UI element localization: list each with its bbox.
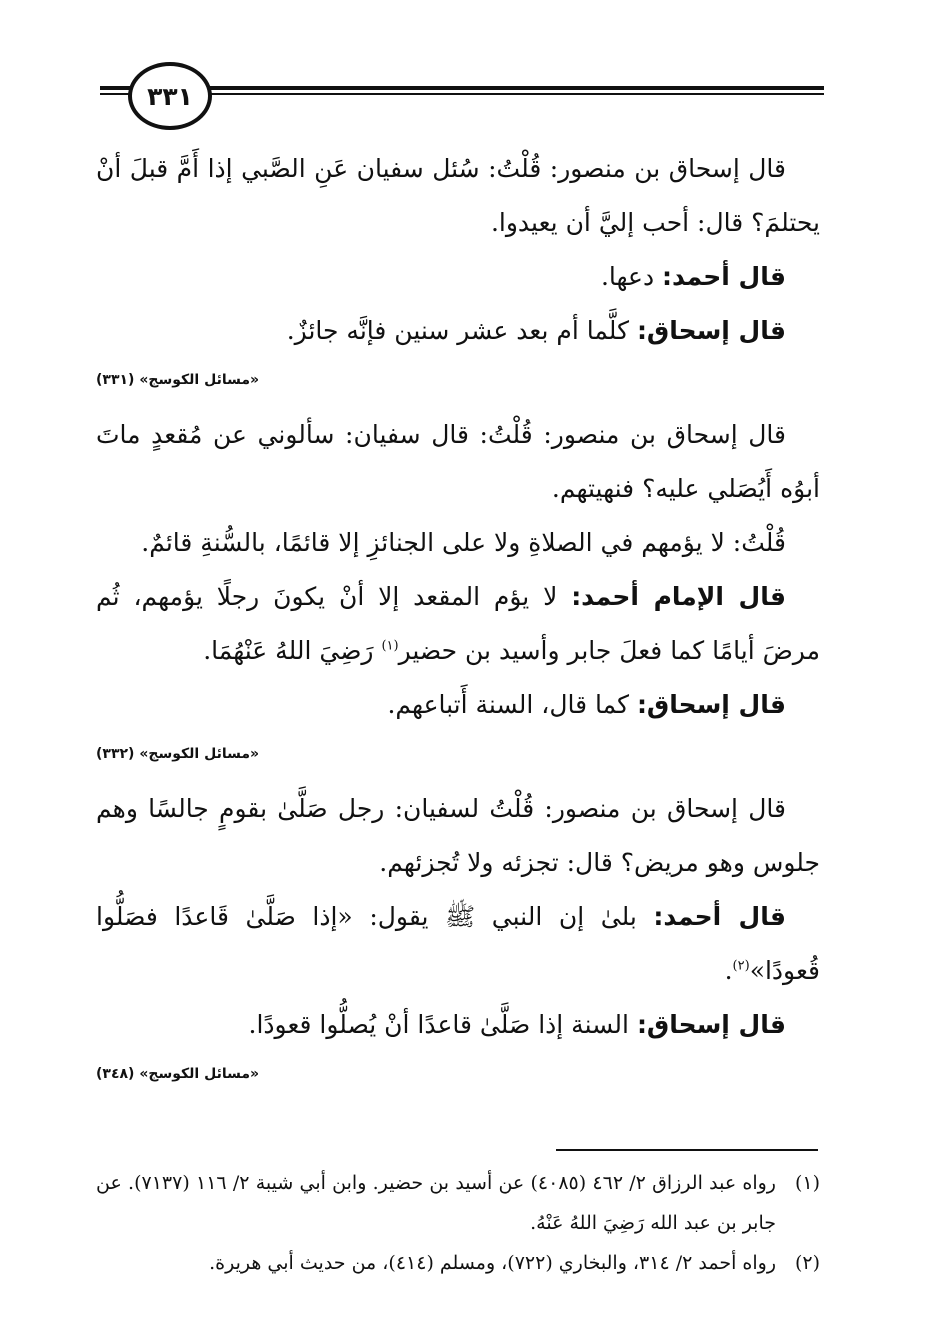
main-text xyxy=(96,142,820,1102)
paragraph xyxy=(96,782,820,890)
paragraph-text: قال إسحاق بن منصور: قُلْتُ: قال سفيان: سألوني عن مُقعدٍ ماتَ أبوُه أَيُصَلي عليه؟ فنهيتهم. xyxy=(96,420,820,503)
footnote-number: (٢) xyxy=(794,1252,820,1274)
source-citation xyxy=(96,1064,820,1084)
paragraph-text: قال إسحاق بن منصور: قُلْتُ لسفيان: رجل صَلَّىٰ بقومٍ جالسًا وهم جلوس وهو مريض؟ قال: تجزئه ولا تُجزئهم. xyxy=(96,794,820,877)
page-number-badge xyxy=(128,62,212,130)
question-block xyxy=(96,142,820,390)
speaker-label: قال الإمام أحمد: xyxy=(571,582,787,611)
footnote-separator xyxy=(556,1149,818,1151)
paragraph xyxy=(96,250,820,304)
source-citation xyxy=(96,370,820,390)
question-block xyxy=(96,782,820,1084)
footnote-text: رواه عبد الرزاق ٢/ ٤٦٢ (٤٠٨٥) عن أسيد بن حضير. وابن أبي شيبة ٢/ ١١٦ (٧١٣٧). عن جابر بن عبد الله رَضِيَ اللهُ عَنْهُ. xyxy=(96,1172,776,1234)
paragraph xyxy=(96,516,820,570)
paragraph-text: قُلْتُ: لا يؤمهم في الصلاةِ ولا على الجنائزِ إلا قائمًا، بالسُّنةِ قائمٌ. xyxy=(141,528,786,557)
source-citation-text: «مسائل الكوسج» (٣٣٢) xyxy=(96,746,260,762)
paragraph xyxy=(96,678,820,732)
paragraph xyxy=(96,142,820,250)
paragraph-text: دعها. xyxy=(600,262,663,291)
speaker-label: قال إسحاق: xyxy=(636,316,786,345)
speaker-label: قال إسحاق: xyxy=(636,690,786,719)
source-citation-text: «مسائل الكوسج» (٣٤٨) xyxy=(96,1066,260,1082)
paragraph xyxy=(96,998,820,1052)
footnote-text: رواه أحمد ٢/ ٣١٤، والبخاري (٧٢٢)، ومسلم (٤١٤)، من حديث أبي هريرة. xyxy=(209,1252,776,1274)
footnote xyxy=(96,1163,820,1243)
paragraph-text: السنة إذا صَلَّىٰ قاعدًا أنْ يُصلُّوا قعودًا. xyxy=(248,1010,637,1039)
footnote-number: (١) xyxy=(794,1172,820,1194)
question-block xyxy=(96,408,820,764)
paragraph xyxy=(96,890,820,998)
paragraph-text: كما قال، السنة أَتباعهم. xyxy=(387,690,637,719)
paragraph xyxy=(96,408,820,516)
paragraph-text: كلَّما أم بعد عشر سنين فإنَّه جائزٌ. xyxy=(286,316,637,345)
speaker-label: قال أحمد: xyxy=(653,902,786,931)
paragraph-text: لا يؤم المقعد إلا أنْ يكونَ رجلًا يؤمهم، ثُم مرضَ أيامًا كما فعلَ جابر وأسيد بن حضير xyxy=(96,582,820,665)
paragraph-text: بلىٰ إن النبي ﷺ يقول: «إذا صَلَّىٰ قَاعدًا فصَلُّوا قُعودًا» xyxy=(96,902,820,985)
paragraph xyxy=(96,570,820,678)
footnote-ref[interactable]: (٢) xyxy=(732,958,750,974)
speaker-label: قال إسحاق: xyxy=(636,1010,786,1039)
paragraph xyxy=(96,304,820,358)
paragraph-tail: . xyxy=(724,956,733,985)
footnote-ref[interactable]: (١) xyxy=(381,638,399,654)
source-citation-text: «مسائل الكوسج» (٣٣١) xyxy=(96,372,260,388)
paragraph-tail: رَضِيَ اللهُ عَنْهُمَا. xyxy=(203,636,382,665)
footnote xyxy=(96,1243,820,1283)
page-number: ٣٣١ xyxy=(147,81,193,111)
paragraph-text: قال إسحاق بن منصور: قُلْتُ: سُئل سفيان عَنِ الصَّبي إذا أَمَّ قبلَ أنْ يحتلمَ؟ قال: أحب إليَّ أن يعيدوا. xyxy=(96,154,820,237)
footnotes xyxy=(96,1163,820,1283)
source-citation xyxy=(96,744,820,764)
speaker-label: قال أحمد: xyxy=(662,262,786,291)
